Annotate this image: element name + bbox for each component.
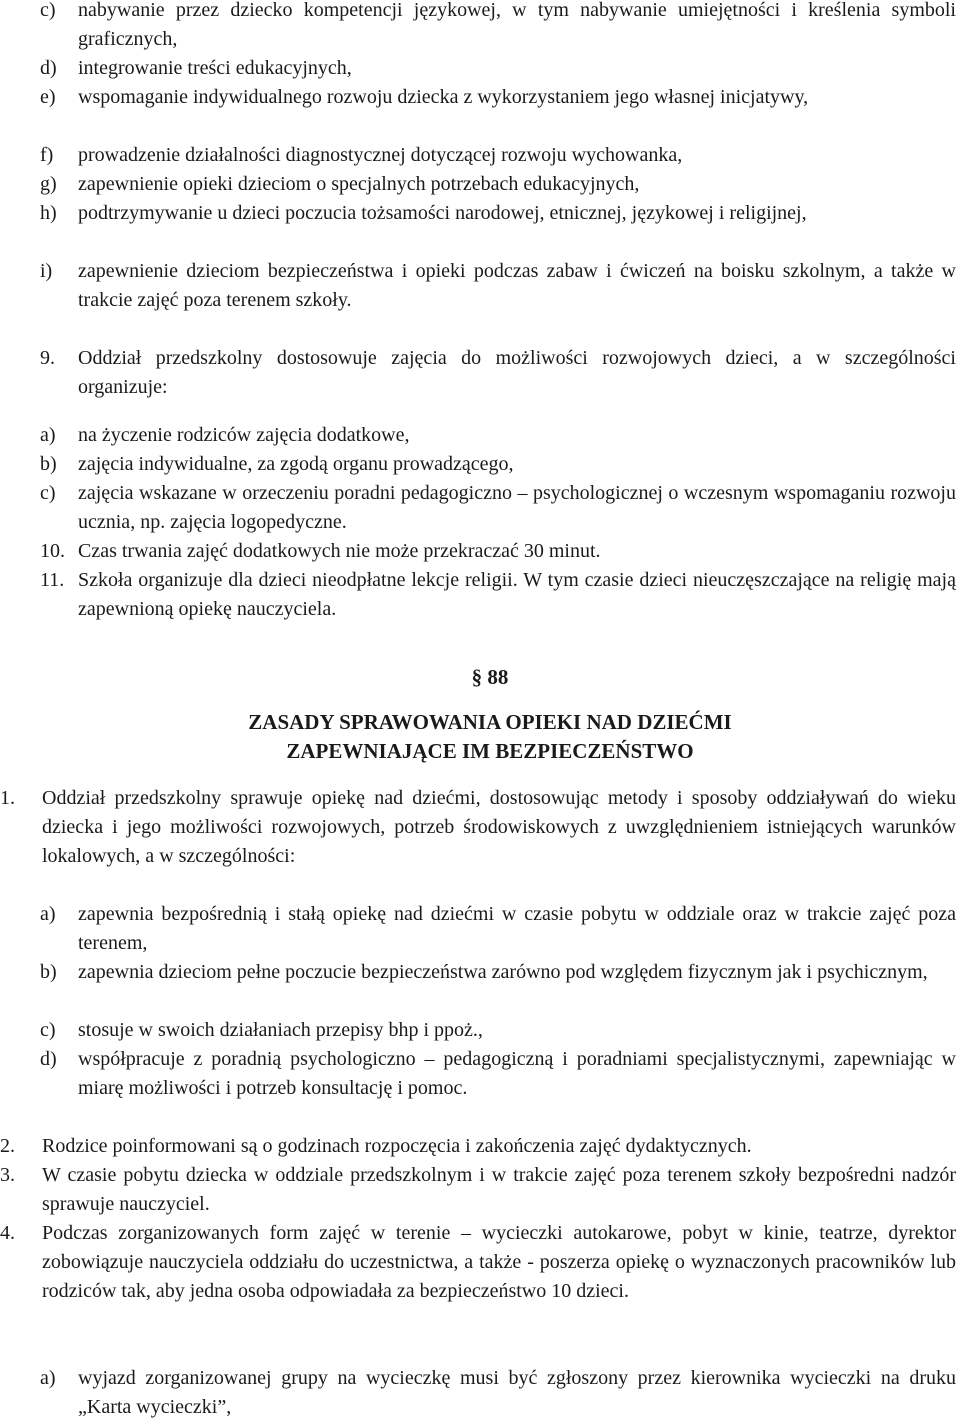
- numbered-paragraph: [40, 537, 956, 566]
- list-marker: b): [40, 961, 57, 983]
- list-item: [40, 1016, 956, 1045]
- paragraph-text: Podczas zorganizowanych form zajęć w terenie – wycieczki autokarowe, pobyt w kinie, teatrze, dyrektor zobowiązuje nauczyciela oddziału do uczestnictwa, a także - poszerza opiekę o wyznaczonych pracowników lub rodziców tak, aby jedna osoba odpowiadała za bezpieczeństwo 10 dzieci.: [42, 1222, 956, 1302]
- numbered-paragraph: [0, 1219, 956, 1306]
- list-item: [40, 0, 956, 54]
- paragraph-text: W czasie pobytu dziecka w oddziale przedszkolnym i w trakcie zajęć poza terenem szkoły bezpośredni nadzór sprawuje nauczyciel.: [42, 1164, 956, 1215]
- list-item-text: wyjazd zorganizowanej grupy na wycieczkę musi być zgłoszony przez kierownika wycieczki na druku „Karta wycieczki”,: [78, 1367, 956, 1418]
- list-item-text: podtrzymywanie u dzieci poczucia tożsamości narodowej, etnicznej, językowej i religijnej,: [78, 202, 807, 224]
- list-item-text: zapewnia bezpośrednią i stałą opiekę nad dziećmi w czasie pobytu w oddziale oraz w trakcie zajęć poza terenem,: [78, 903, 956, 954]
- list-marker: h): [40, 202, 57, 224]
- paragraph-number: 1.: [0, 787, 15, 809]
- paragraph-text: Oddział przedszkolny dostosowuje zajęcia do możliwości rozwojowych dzieci, a w szczególności organizuje:: [78, 347, 956, 398]
- list-item: [40, 900, 956, 958]
- list-item-text: zapewnia dzieciom pełne poczucie bezpieczeństwa zarówno pod względem fizycznym jak i psychicznym,: [78, 961, 928, 983]
- list-item: [40, 450, 956, 479]
- list-item: [40, 1364, 956, 1422]
- numbered-paragraph: [0, 784, 956, 871]
- section-number-value: 88: [487, 665, 509, 689]
- list-item: [40, 421, 956, 450]
- list-item: [40, 170, 956, 199]
- paragraph-number: 9.: [40, 347, 55, 369]
- list-marker: a): [40, 1367, 56, 1389]
- list-item-text: na życzenie rodziców zajęcia dodatkowe,: [78, 424, 410, 446]
- list-item-text: wspomaganie indywidualnego rozwoju dziecka z wykorzystaniem jego własnej inicjatywy,: [78, 86, 809, 108]
- list-item-text: współpracuje z poradnią psychologiczno – pedagogiczną i poradniami specjalistycznymi, zapewniając w miarę możliwości i potrzeb konsultację i pomoc.: [78, 1048, 956, 1099]
- list-marker: i): [40, 260, 53, 282]
- list-item-text: stosuje w swoich działaniach przepisy bhp i ppoż.,: [78, 1019, 483, 1041]
- list-marker: b): [40, 453, 57, 475]
- list-item: [40, 54, 956, 83]
- list-marker: c): [40, 0, 56, 21]
- paragraph-number: 11.: [40, 569, 65, 591]
- list-marker: c): [40, 1019, 56, 1041]
- list-item-text: zapewnienie dzieciom bezpieczeństwa i opieki podczas zabaw i ćwiczeń na boisku szkolnym, a także w trakcie zajęć poza terenem szkoły.: [78, 260, 956, 311]
- paragraph-number: 10.: [40, 540, 65, 562]
- list-item: [40, 257, 956, 315]
- list-marker: d): [40, 57, 57, 79]
- list-item: [40, 83, 956, 112]
- list-item: [40, 958, 956, 987]
- list-item: [40, 199, 956, 228]
- numbered-paragraph: [40, 344, 956, 402]
- list-marker: a): [40, 424, 56, 446]
- list-marker: f): [40, 144, 54, 166]
- section-title: ZASADY SPRAWOWANIA OPIEKI NAD DZIEĆMI: [248, 710, 732, 734]
- numbered-paragraph: [40, 566, 956, 624]
- numbered-paragraph: [0, 1161, 956, 1219]
- list-marker: e): [40, 86, 56, 108]
- numbered-paragraph: [0, 1132, 956, 1161]
- list-item-text: zajęcia wskazane w orzeczeniu poradni pedagogiczno – psychologicznej o wczesnym wspomaganiu rozwoju ucznia, np. zajęcia logopedyczne.: [78, 482, 956, 533]
- list-item: [40, 141, 956, 170]
- paragraph-number: 4.: [0, 1222, 15, 1244]
- list-marker: g): [40, 173, 57, 195]
- section-title: ZAPEWNIAJĄCE IM BEZPIECZEŃSTWO: [286, 739, 694, 763]
- paragraph-number: 3.: [0, 1164, 15, 1186]
- list-item: [40, 1045, 956, 1103]
- section-number: [0, 663, 960, 692]
- section-symbol: §: [471, 665, 483, 689]
- paragraph-text: Czas trwania zajęć dodatkowych nie może przekraczać 30 minut.: [78, 540, 601, 562]
- list-marker: c): [40, 482, 56, 504]
- list-item-text: zapewnienie opieki dzieciom o specjalnych potrzebach edukacyjnych,: [78, 173, 640, 195]
- paragraph-number: 2.: [0, 1135, 15, 1157]
- list-marker: a): [40, 903, 56, 925]
- paragraph-text: Rodzice poinformowani są o godzinach rozpoczęcia i zakończenia zajęć dydaktycznych.: [42, 1135, 752, 1157]
- list-marker: d): [40, 1048, 57, 1070]
- paragraph-text: Szkoła organizuje dla dzieci nieodpłatne lekcje religii. W tym czasie dzieci nieuczęszczające na religię mają zapewnioną opiekę nauczyciela.: [78, 569, 956, 620]
- list-item-text: prowadzenie działalności diagnostycznej dotyczącej rozwoju wychowanka,: [78, 144, 683, 166]
- list-item-text: zajęcia indywidualne, za zgodą organu prowadzącego,: [78, 453, 514, 475]
- paragraph-text: Oddział przedszkolny sprawuje opiekę nad dziećmi, dostosowując metody i sposoby oddziaływań do wieku dziecka i jego możliwości rozwojowych, potrzeb środowiskowych z uwzględnieniem istniejących warunków lokalowych, a w szczególności:: [42, 787, 956, 867]
- list-item: [40, 479, 956, 537]
- list-item-text: integrowanie treści edukacyjnych,: [78, 57, 352, 79]
- list-item-text: nabywanie przez dziecko kompetencji językowej, w tym nabywanie umiejętności i kreślenia symboli graficznych,: [78, 0, 956, 50]
